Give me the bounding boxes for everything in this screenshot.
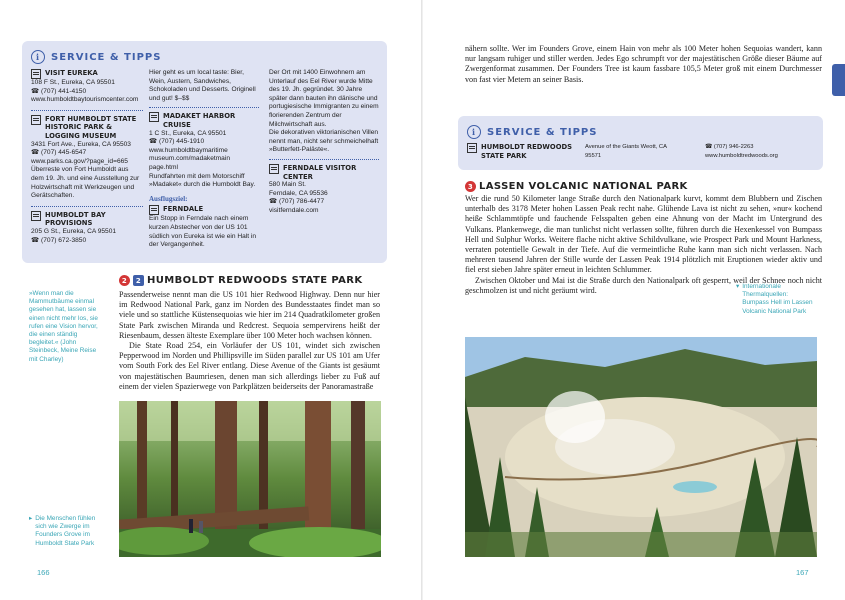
divider (269, 159, 379, 160)
service-column-2 (149, 69, 259, 255)
page-number-right: 167 (796, 568, 809, 577)
info-icon: i (467, 125, 481, 139)
entry-line: 580 Main St. (269, 181, 307, 189)
section-heading-lassen: 3 LASSEN VOLCANIC NATIONAL PARK (465, 181, 688, 192)
entry-line: www.humboldtbaytourismcenter.com (31, 96, 139, 104)
building-icon (31, 115, 41, 125)
park-contact: ☎ (707) 946-2263 www.humboldtredwoods.org (705, 144, 778, 159)
entry-line: ☎ (707) 445-1910 (149, 138, 205, 146)
service-title: i SERVICE & TIPPS (31, 50, 161, 64)
service-column-1 (31, 69, 143, 250)
building-icon (149, 112, 159, 122)
paragraph: Wer die rund 50 Kilometer lange Straße durch den Nationalpark kurvt, kommt dem Blubbern und Zischen unterhalb des 3178 Meter hohen Lassen Peak recht nahe. Glühende Lava ist nicht zu sehen, »nur« kochend heiße Schlammtöpfe und fauchende Felsspalten geben eine Ahnung von der Macht im Untergrund des Vulkans. Plankenwege, die man tunlichst nicht verlassen sollte, führen durch die Hexenkessel von Bumpass Hell und Sulphur Works. Weitere flache nicht aktive Schildvulkane, wie Prospect Park und Mount Harkness, verraten potentielle Gewalt in der Tiefe. Auf die vermeintliche Ruhe kann man sich nicht verlassen. Nach mehreren tausend Jahren der Stille wurde der Lassen Peak 1914 plötzlich mit Eruptionen wieder aktiv und fiel erst sieben Jahre später erneut in leichten Schlummer. (465, 194, 822, 275)
service-box-right (458, 116, 823, 170)
entry-heading: HUMBOLDT BAY PROVISIONS (31, 211, 143, 228)
entry-line: 1 C St., Eureka, CA 95501 (149, 129, 227, 137)
building-icon (467, 143, 477, 153)
chapter-tab (832, 64, 845, 96)
building-icon (31, 211, 41, 221)
triangle-pointer-icon: ▾ (736, 283, 740, 290)
right-page (423, 0, 845, 600)
entry-heading: FERNDALE (149, 205, 259, 215)
entry-heading: VISIT EUREKA (31, 69, 143, 79)
map-number-badge: 2 (133, 275, 144, 286)
redwood-forest-image (119, 401, 381, 557)
entry-line: ☎ (707) 441-4150 (31, 87, 87, 95)
photo-caption-right: ▾ Internationale Thermalquellen: Bumpass Hell im Lassen Volcanic National Park (736, 283, 813, 315)
entry-line: Rundfahrten mit dem Motorschiff »Madaket« durch die Humboldt Bay. (149, 172, 256, 189)
entry-line: ☎ (707) 672-3850 (31, 236, 87, 244)
paragraph: Zwischen Oktober und Mai ist die Straße durch den Nationalpark oft gesperrt, weil der Schnee noch nicht geschmolzen ist und nicht geräumt wird. (465, 275, 822, 295)
section-heading-humboldt: 2 2 HUMBOLDT REDWOODS STATE PARK (119, 275, 363, 286)
entry-heading: FERNDALE VISITOR CENTER (269, 164, 379, 181)
service-title: i SERVICE & TIPPS (467, 125, 597, 139)
entry-heading: MADAKET HARBOR CRUISE (149, 112, 259, 129)
building-icon (269, 164, 279, 174)
lassen-body (465, 194, 822, 296)
service-intro: Hier geht es um local taste: Bier, Wein, Austern, Sandwiches, Schokoladen und Desserts. Originell und gut! $–$$ (149, 69, 256, 102)
service-entry (269, 164, 379, 216)
humboldt-body (119, 290, 380, 392)
entry-line: Ferndale, CA 95536 (269, 189, 328, 197)
building-icon (31, 69, 41, 79)
entry-line: www.parks.ca.gov/?page_id=665 (31, 157, 128, 165)
page-number-left: 166 (37, 568, 50, 577)
paragraph: Passenderweise nennt man die US 101 hier Redwood Highway. Denn nur hier im Redwood National Park, ganz im Norden des Bundesstaates findet man so viele und so stattliche Küstensequoias wie hier im 214 Quadratkilometer großen State Park zwischen Miranda und Redcrest. Sequoia sempervirens heißt der Riesenbaum, dessen älteste Exemplare über 100 Meter hoch wachsen können. (119, 290, 380, 340)
steinbeck-quote: »Wenn man die Mammutbäume einmal gesehen hat, lassen sie einen nicht mehr los, sie rufen eine Vision hervor, die einen ständig begleitet.« (John Steinbeck, Meine Reise mit Charley) (29, 290, 98, 363)
service-entry (149, 205, 259, 249)
building-icon (149, 205, 159, 215)
triangle-pointer-icon: ▸ (29, 515, 33, 522)
service-entry (31, 69, 143, 105)
redwoods-photo (119, 401, 381, 557)
entry-line: visitferndale.com (269, 206, 319, 214)
entry-line: www.humboldtbaymaritime museum.com/madaketmain page.html (149, 146, 230, 171)
ferndale-description-2: Die dekorativen viktorianischen Villen nennt man, nicht sehr schmeichelhaft »Butterfett-Paläste«. (269, 129, 379, 154)
divider (31, 110, 143, 111)
ferndale-description: Der Ort mit 1400 Einwohnern am Unterlauf des Eel River wurde Mitte des 19. Jh. gegründet. 30 Jahre später dann bauten ihn dänische und portugiesische Immigranten zu einem florierenden Zentrum der Milchwirtschaft aus. (269, 69, 379, 128)
service-entry (31, 115, 143, 201)
service-column-3 (269, 69, 379, 221)
entry-line: Ein Stopp in Ferndale nach einem kurzen Abstecher von der US 101 südlich von Eureka ist wie ein Halt in der Vergangenheit. (149, 215, 257, 249)
entry-line: 3431 Fort Ave., Eureka, CA 95503 (31, 140, 131, 148)
info-icon: i (31, 50, 45, 64)
bumpass-hell-photo (465, 337, 817, 557)
divider (31, 206, 143, 207)
paragraph: Die State Road 254, ein Vorläufer der US 101, windet sich zwischen Pepperwood im Norden und Phillipsville im Süden parallel zur US 101 am Ufer vom South Fork des Eel River entlang. Diese Avenue of the Giants ist gesäumt von majestätischen Baumriesen, denen man sich allerdings lieber zu Fuß auf einem der vielen Spazierwege von Parkplätzen beiderseits der Panoramastraße (119, 341, 380, 391)
divider (149, 107, 259, 108)
section-number-badge: 2 (119, 275, 130, 286)
volcanic-landscape-image (465, 337, 817, 557)
service-entry (31, 211, 143, 245)
entry-line: 108 F St., Eureka, CA 95501 (31, 79, 115, 86)
service-entry (149, 112, 259, 189)
park-name: HUMBOLDT REDWOODS STATE PARK (467, 143, 572, 160)
section-number-badge: 3 (465, 181, 476, 192)
excursion-label: Ausflugsziel: (149, 194, 188, 203)
photo-caption-left: ▸ Die Menschen fühlen sich wie Zwerge im Founders Grove im Humboldt State Park (29, 515, 96, 547)
entry-line: ☎ (707) 445-6547 (31, 149, 87, 157)
left-page (0, 0, 422, 600)
park-address: Avenue of the Giants Weott, CA 95571 (585, 144, 667, 159)
entry-line: Überreste von Fort Humboldt aus dem 19. Jh. und eine Ausstellung zur Holzwirtschaft mit Werkzeugen und Gerätschaften. (31, 166, 140, 200)
humboldt-continuation: nähern sollte. Wer im Founders Grove, einem Hain von mehr als 100 Meter hohen Sequoias wandert, kann nur langsam ruhiger und stiller werden. Jedes Ego schrumpft vor der majestätischen Größe dieser Bäume auf Zwergenformat zusammen. Der Founders Tree ist kaum fassbare 105,5 Meter groß mit einem Durchmesser von fast vier Metern an seiner Basis. (465, 44, 822, 84)
service-box-left (22, 41, 387, 263)
entry-line: ☎ (707) 786-4477 (269, 198, 325, 206)
entry-line: 205 G St., Eureka, CA 95501 (31, 227, 117, 235)
entry-heading: FORT HUMBOLDT STATE HISTORIC PARK & LOGGING MUSEUM (31, 115, 143, 141)
